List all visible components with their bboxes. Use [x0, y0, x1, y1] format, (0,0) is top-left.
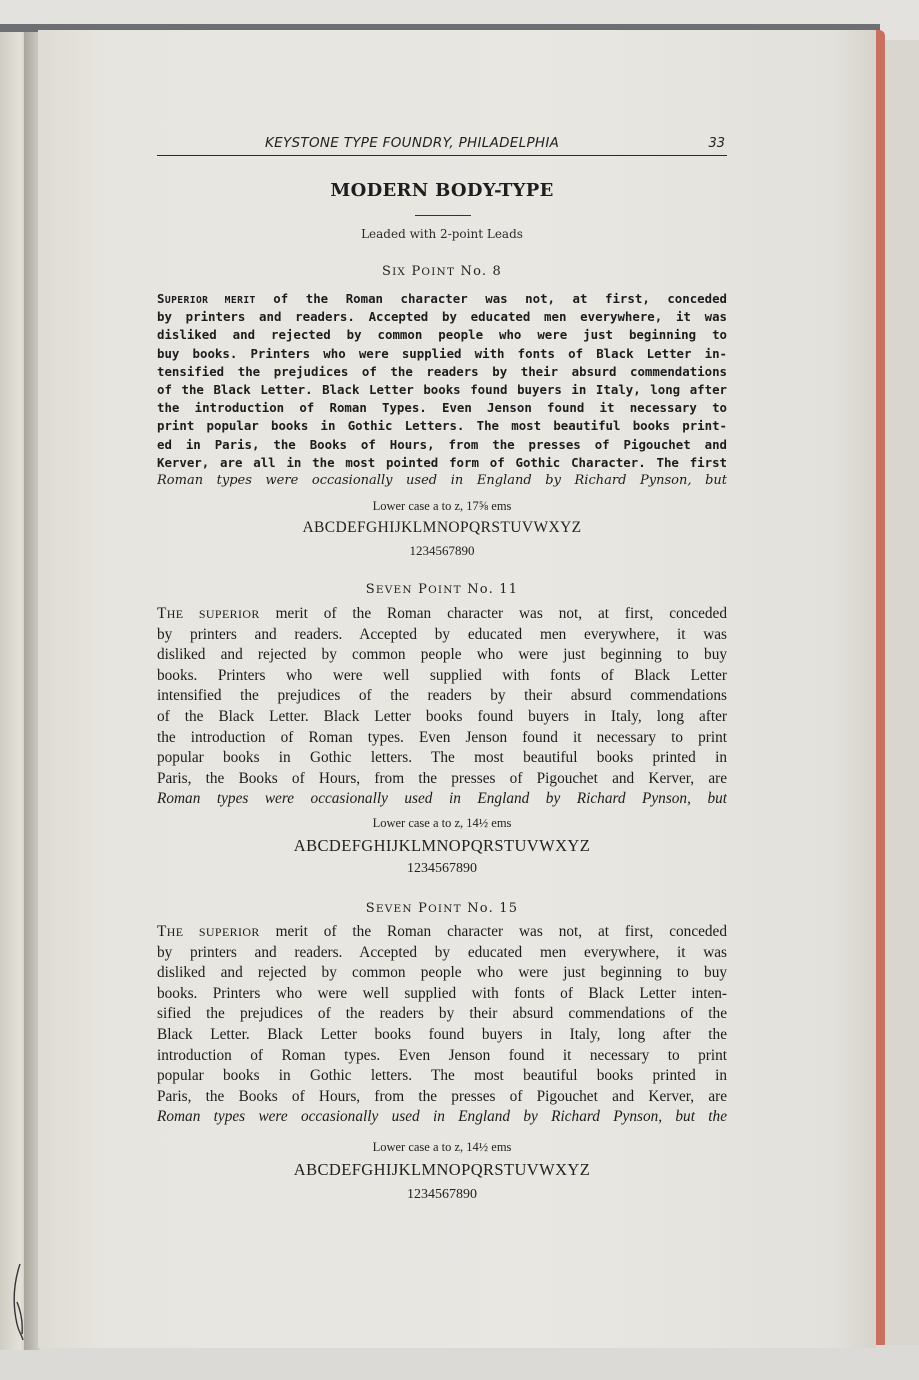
alphabet-specimen: ABCDEFGHIJKLMNOPQRSTUVWXYZ — [293, 1160, 591, 1179]
page-number: 33 — [708, 136, 725, 151]
page-subtitle: Leaded with 2-point Leads — [361, 227, 523, 241]
background-bottom — [0, 1345, 919, 1380]
figures-specimen: 1234567890 — [407, 861, 477, 876]
figures-specimen: 1234567890 — [407, 1187, 477, 1202]
lowercase-note: Lower case a to z, 17⅝ ems — [372, 499, 512, 513]
specimen-paragraph: THE SUPERIOR merit of the Roman character was not, at first, conceded by printers and readers. Accepted by educated men everywhere, it was disliked and rejected by common people who were just beginning to buy books. Printers who were well supplied with fonts of Black Letter inten- sified the prejudices of the readers by their absurd commendations of the Black Letter. Black Letter books found buyers in Italy, long after the introduction of Roman types. Even Jenson found it necessary to print popular books in Gothic letters. The most beautiful books printed in Paris, the Books of Hours, from the presses of Pigouchet and Kerver, are Roman types were occasionally used in England by Richard Pynson, but the — [157, 923, 727, 1126]
specimen-paragraph: SUPERIOR MERIT of the Roman character was not, at first, conceded by printers and readers. Accepted by educated men everywhere, it was disliked and rejected by common people who were just beginning to buy books. Printers who were supplied with fonts of Black Letter in- tensified the prejudices of the readers by their absurd commendations of the Black Letter. Black Letter books found buyers in Italy, long after the introduction of Roman Types. Even Jenson found it necessary to print popular books in Gothic Letters. The most beautiful books print- ed in Paris, the Books of Hours, from the presses of Pigouchet and Kerver, are all in the most pointed form of Gothic Character. The first Roman types were occasionally used in England by Richard Pynson, but — [157, 291, 727, 488]
section-heading-six-point-8: SIX POINT No. 8 — [381, 264, 503, 279]
section-heading-seven-point-11: SEVEN POINT No. 11 — [365, 582, 519, 597]
running-head: KEYSTONE TYPE FOUNDRY, PHILADELPHIA — [265, 135, 560, 151]
page-header — [157, 133, 727, 156]
figures-specimen: 1234567890 — [409, 543, 475, 558]
section-heading-seven-point-15: SEVEN POINT No. 15 — [365, 901, 519, 916]
lowercase-note: Lower case a to z, 14½ ems — [372, 1140, 512, 1154]
title-rule — [415, 215, 471, 216]
lowercase-note: Lower case a to z, 14½ ems — [372, 816, 512, 830]
alphabet-specimen: ABCDEFGHIJKLMNOPQRSTUVWXYZ — [302, 519, 582, 536]
alphabet-specimen: ABCDEFGHIJKLMNOPQRSTUVWXYZ — [293, 836, 591, 855]
specimen-paragraph: THE SUPERIOR merit of the Roman character was not, at first, conceded by printers and readers. Accepted by educated men everywhere, it was disliked and rejected by common people who were just beginning to buy books. Printers who were well supplied with fonts of Black Letter intensified the prejudices of the readers by their absurd commendations of the Black Letter. Black Letter books found buyers in Italy, long after the introduction of Roman types. Even Jenson found it necessary to print popular books in Gothic letters. The most beautiful books printed in Paris, the Books of Hours, from the presses of Pigouchet and Kerver, are Roman types were occasionally used in England by Richard Pynson, but — [157, 605, 727, 808]
page-title: MODERN BODY-TYPE — [330, 180, 554, 201]
